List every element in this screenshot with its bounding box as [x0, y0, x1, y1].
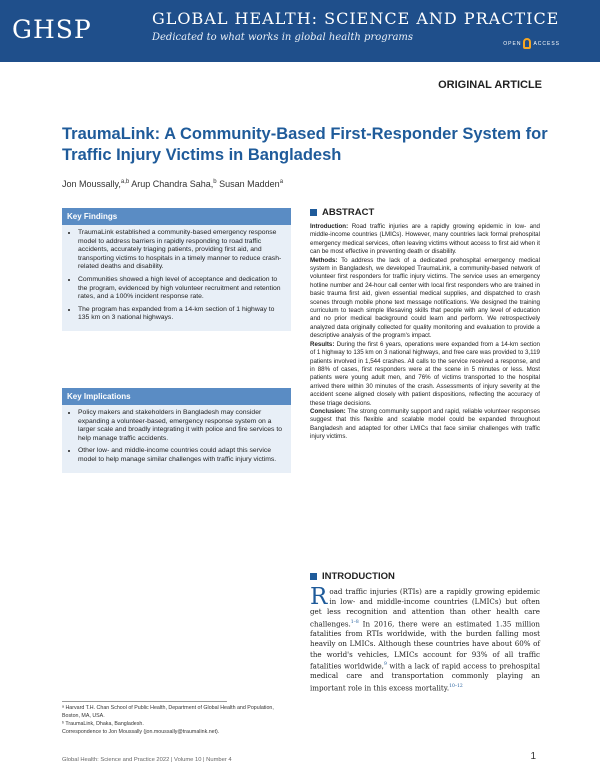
list-item: • Communities showed a high level of acceptance and dedication to the program, evidenced by high volunteer recruitment and retention rates, and a 100% incident response rate.	[78, 276, 286, 302]
reference-link[interactable]: 10–12	[449, 683, 463, 689]
author-name[interactable]: Susan Madden	[219, 179, 280, 189]
footer-citation: Global Health: Science and Practice 2022 | Volume 10 | Number 4	[62, 757, 232, 763]
affiliation-b: ᵇ TraumaLink, Dhaka, Bangladesh.	[62, 721, 144, 727]
abstract-methods: Methods: To address the lack of a dedicated prehospital emergency medical system in Bangladesh, we developed TraumaLink, a community-based network of volunteer first responders for traffic injury victims. The service uses an emergency hotline number and 24-hour call center with local first responders who are trained in basic trauma first aid, given essential medical supplies, and dispatched to crash scenes through mobile phone text message notifications. We designed the training curriculum to teach simple lifesaving skills that people with any level of education and no prior medical background could learn and perform. We retrospectively analyzed data originally collected for quality monitoring and evaluation to provide a descriptive analysis of the program's impact.	[310, 256, 540, 340]
author-name[interactable]: Jon Moussally,	[62, 179, 121, 189]
abstract-heading: ABSTRACT	[310, 207, 374, 218]
list-item: • TraumaLink established a community-based emergency response model to address barriers in rapidly responding to road traffic accidents, accurately triaging patients, providing first aid, and transporting victims to hospitals in a timely manner to reduce crash-related deaths and disability.	[78, 229, 286, 272]
author-list	[62, 179, 283, 189]
reference-link[interactable]: 1–8	[350, 619, 359, 625]
abstract-introduction: Introduction: Road traffic injuries are a rapidly growing epidemic in low- and middle-income countries (LMICs). However, many countries lack formal prehospital emergency medical services, often leaving victims without access to first aid when it can be most effective in preventing death or disability.	[310, 223, 540, 256]
author-affiliation: a	[279, 179, 284, 185]
key-findings-list	[62, 225, 291, 331]
key-implications-box	[62, 388, 291, 473]
footnotes	[62, 704, 292, 736]
open-lock-icon	[523, 38, 531, 49]
open-access-badge: OPEN ACCESS	[503, 38, 560, 49]
abstract-body	[310, 223, 540, 442]
author-affiliation: b	[213, 179, 217, 185]
introduction-body: Road traffic injuries (RTIs) are a rapidly growing epidemic in low- and middle-income countries (LMICs) but often get less recognition and attention than other health care challenges.$^{1-8}$ In 2016, there were an estimated 1.35 million fatalities from RTIs worldwide, with the burden falling most heavily on LMICs. Although these countries have about 60% of the world's vehicles, LMICs account for 93% of all traffic fatalities worldwide,$^9$ with a lack of rapid access to prehospital medical care and transportation commonly playing an important role in this excess mortality.$^{10-12}$	[310, 584, 540, 692]
footnote-divider	[62, 701, 227, 702]
author-name[interactable]: Arup Chandra Saha,	[131, 179, 214, 189]
journal-banner	[0, 0, 600, 62]
key-findings-heading: Key Findings	[62, 208, 291, 225]
correspondence: Correspondence to Jon Moussally (jon.moussally@traumalink.net).	[62, 729, 220, 735]
list-item: • Policy makers and stakeholders in Bangladesh may consider expanding a volunteer-based, emergency response system on a larger scale and broadly integrating it with police and fire services to help manage traffic accidents.	[78, 409, 286, 443]
page-number: 1	[530, 751, 536, 762]
journal-logo: GHSP	[12, 15, 92, 44]
list-item: • The program has expanded from a 14-km section of 1 highway to 135 km on 3 national highways.	[78, 306, 286, 323]
abstract-results: Results: During the first 6 years, operations were expanded from a 14-km section of 1 highway to 135 km on 3 national highways, and free care was provided to 3,119 patients involved in 1,544 crashes. All calls to the service received a response, and in 88% of cases, first responders were at the scene in 5 minutes or less. Most patients were young adult men, and 76% of victims transported to the hospital arrived there within 30 minutes of the crash. Assessments of injury severity at the accident scene aligned closely with patient dispositions, reflecting the accuracy of these triage decisions.	[310, 340, 540, 407]
drop-cap: R	[310, 584, 328, 610]
key-findings-box	[62, 208, 291, 331]
key-implications-list	[62, 405, 291, 473]
section-marker-icon	[310, 209, 317, 216]
journal-title: GLOBAL HEALTH: SCIENCE AND PRACTICE	[152, 9, 560, 28]
list-item: • Other low- and middle-income countries could adapt this service model to help manage similar challenges with traffic injury victims.	[78, 447, 286, 464]
introduction-heading: INTRODUCTION	[310, 571, 395, 582]
journal-subtitle: Dedicated to what works in global health programs	[152, 32, 414, 43]
article-title: TraumaLink: A Community-Based First-Responder System for Traffic Injury Victims in Bangladesh	[62, 125, 548, 164]
reference-link[interactable]: 9	[383, 661, 387, 667]
author-affiliation: a,b	[120, 179, 130, 185]
article-type: ORIGINAL ARTICLE	[438, 79, 542, 91]
abstract-conclusion: Conclusion: The strong community support and rapid, reliable volunteer responses suggest that this flexible and scalable model could be expanded throughout Bangladesh and adapted for other LMICs that face similar challenges with traffic injury victims.	[310, 407, 540, 441]
section-marker-icon	[310, 573, 317, 580]
key-implications-heading: Key Implications	[62, 388, 291, 405]
affiliation-a: ᵃ Harvard T.H. Chan School of Public Health, Department of Global Health and Population, Boston, MA, USA.	[62, 705, 274, 719]
